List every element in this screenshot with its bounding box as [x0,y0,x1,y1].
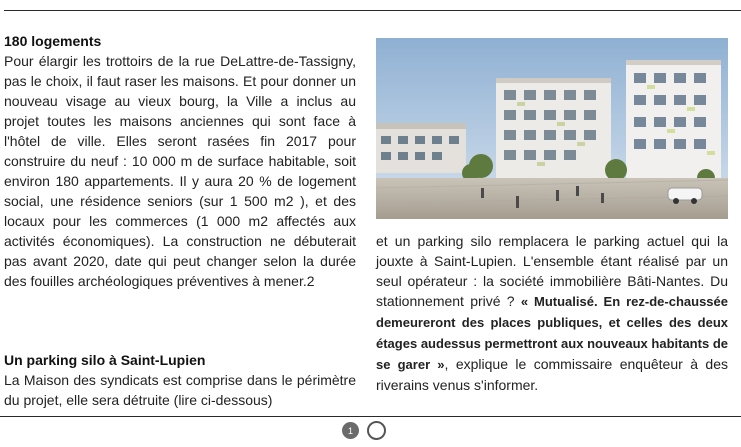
page-dot-next[interactable] [367,421,386,440]
section-body-logements: Pour élargir les trottoirs de la rue DeLattre-de-Tassigny, pas le choix, il faut raser les maisons. Et pour donner un nouveau visage au vieux bourg, la Ville a inclus au projet toutes les maisons anciennes qui sont face à l'hôtel de ville. Elles seront rasées fin 2017 pour construire du neuf : 10 000 m de surface habitable, soit environ 180 appartements. Il y aura 20 % de logement social, une résidence seniors (sur 1 500 m2 ), et des locaux pour les commerces (1 000 m2 affectés aux activités économiques). La construction ne débuterait pas avant 2020, date qui peut changer selon la durée des fouilles archéologiques préventives à mener.2 [4,53,356,289]
page-dot-current[interactable]: 1 [342,422,359,439]
article-photo [376,38,728,219]
pagination [342,421,386,440]
section-heading-logements: 180 logements [4,33,102,49]
top-divider [4,10,741,11]
building-illustration [376,38,728,219]
article-section-logements [4,31,356,291]
section-body-parking: La Maison des syndicats est comprise dans le périmètre du projet, elle sera détruite (lire ci-dessous) [4,372,356,408]
continuation-text: et un parking silo remplacera le parking actuel qui la jouxte à Saint-Lupien. L'ensemble étant réalisé par un seul opérateur : la société immobilière Bâti-Nantes. Du stationnement privé ? [376,233,728,309]
bottom-divider [0,416,741,417]
continuation-paragraph [376,231,728,395]
section-heading-parking: Un parking silo à Saint-Lupien [4,352,206,368]
continuation-text-end: , explique le commissaire enquêteur à des riverains venus s'informer. [376,356,728,393]
article-section-parking [4,350,356,410]
quote-text: « Mutualisé. En rez-de-chaussée demeureront des places publiques, et celles des deux étages audessus permettront aux nouveaux habitants de se garer » [376,294,728,372]
article-continuation [376,231,728,395]
